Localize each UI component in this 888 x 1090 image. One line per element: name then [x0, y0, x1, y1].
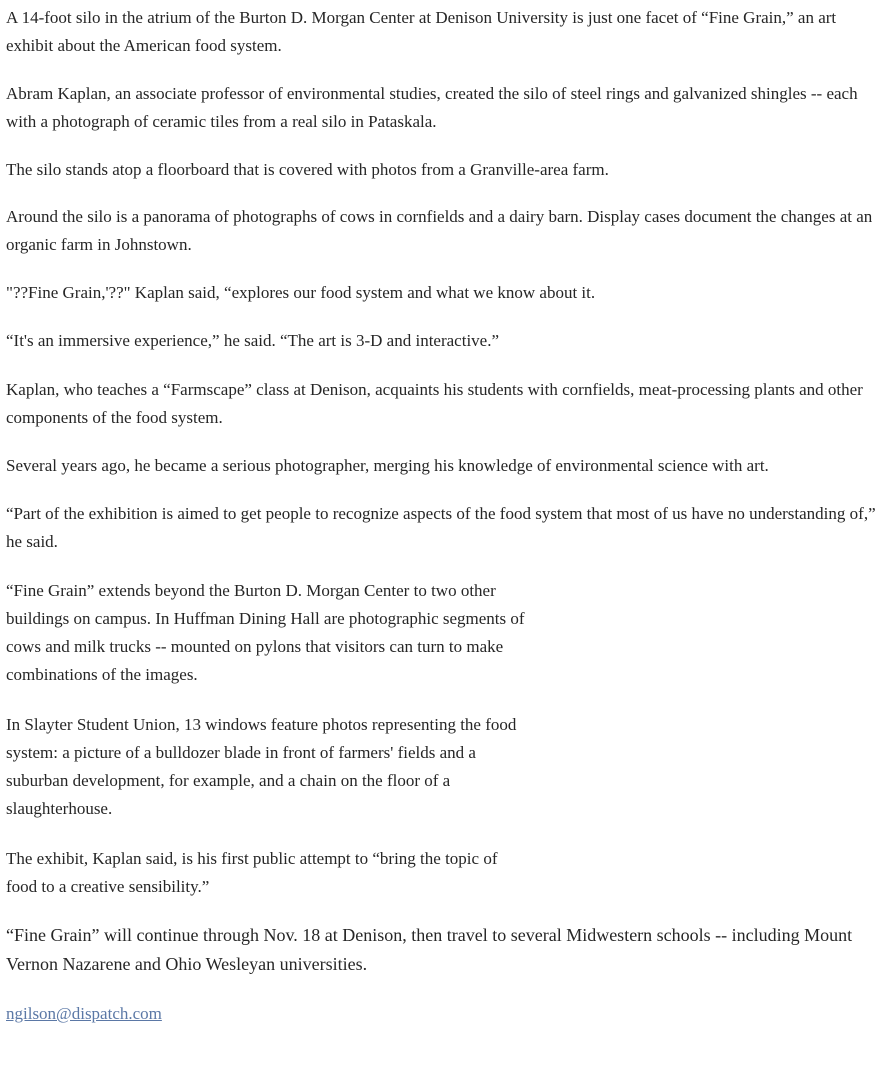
paragraph-continue-through: “Fine Grain” will continue through Nov. 18 at Denison, then travel to several Midwestern schools -- including Mount Vernon Nazarene and Ohio Wesleyan universities. — [6, 925, 853, 974]
paragraph-public-attempt: The exhibit, Kaplan said, is his first public attempt to “bring the topic of food to a creative sensibility.” — [6, 849, 498, 896]
paragraph-photographer: Several years ago, he became a serious photographer, merging his knowledge of environmental science with art. — [6, 456, 769, 475]
paragraph-slayter-union: In Slayter Student Union, 13 windows feature photos representing the food system: a picture of a bulldozer blade in front of farmers' fields and a suburban development, for example, and a chain on the floor of a slaughterhouse. — [6, 715, 517, 818]
paragraph-quote-explores: "??Fine Grain,'??" Kaplan said, “explores our food system and what we know about it. — [6, 283, 596, 302]
paragraph-panorama: Around the silo is a panorama of photographs of cows in cornfields and a dairy barn. Display cases document the changes at an organic farm in Johnstown. — [6, 207, 873, 254]
paragraph-farmscape-class: Kaplan, who teaches a “Farmscape” class at Denison, acquaints his students with cornfields, meat-processing plants and other components of the food system. — [6, 380, 863, 427]
paragraph-quote-immersive: “It's an immersive experience,” he said. “The art is 3-D and interactive.” — [6, 331, 500, 350]
paragraph-huffman-hall: “Fine Grain” extends beyond the Burton D. Morgan Center to two other buildings on campus. In Huffman Dining Hall are photographic segments of cows and milk trucks -- mounted on pylons that visitors can turn to make combinations of the images. — [6, 581, 525, 684]
paragraph-floorboard: The silo stands atop a floorboard that is covered with photos from a Granville-area farm. — [6, 160, 609, 179]
paragraph-kaplan-silo: Abram Kaplan, an associate professor of environmental studies, created the silo of steel rings and galvanized shingles -- each with a photograph of ceramic tiles from a real silo in Pataskala. — [6, 84, 858, 131]
paragraph-quote-exhibition: “Part of the exhibition is aimed to get people to recognize aspects of the food system that most of us have no understanding of,” he said. — [6, 504, 876, 551]
author-contact — [6, 1000, 882, 1028]
paragraph-intro: A 14-foot silo in the atrium of the Burton D. Morgan Center at Denison University is just one facet of “Fine Grain,” an art exhibit about the American food system. — [6, 8, 837, 55]
author-email-link[interactable]: ngilson@dispatch.com — [6, 1004, 162, 1023]
